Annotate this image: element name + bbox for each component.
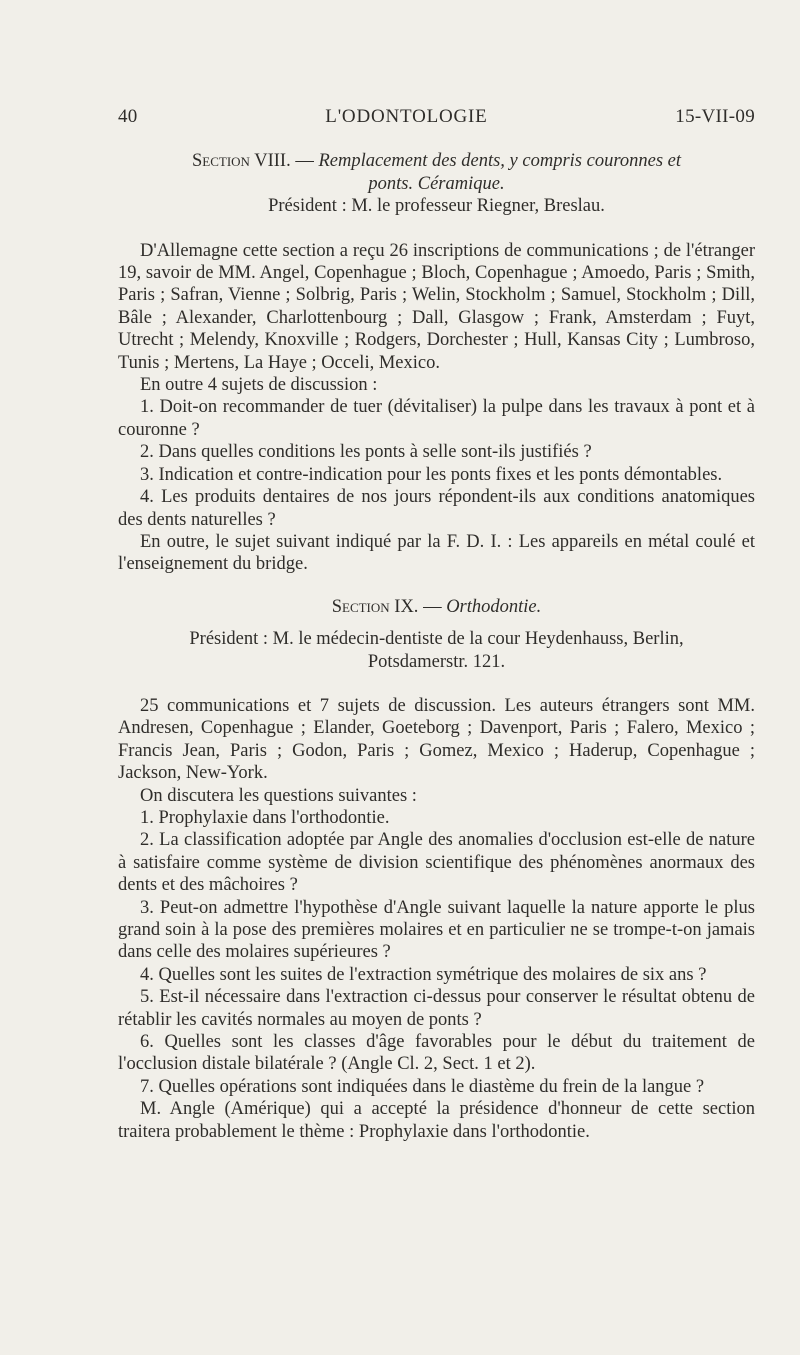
section9-president-line1: Président : M. le médecin-dentiste de la cour Heydenhauss, Berlin, <box>189 629 684 650</box>
section8-dash: — <box>290 151 319 172</box>
section8-subject-4: 4. Les produits dentaires de nos jours répondent-ils aux conditions anatomiques des dents naturelles ? <box>118 487 755 530</box>
section8-president: Président : M. le professeur Riegner, Breslau. <box>268 196 605 217</box>
issue-date: 15-VII-09 <box>675 106 755 127</box>
section9-closing: M. Angle (Amérique) qui a accepté la présidence d'honneur de cette section traitera probablement le thème : Prophylaxie dans l'orthodontie. <box>118 1099 755 1142</box>
section9-question-4: 4. Quelles sont les suites de l'extraction symétrique des molaires de six ans ? <box>140 964 707 985</box>
section9-question-7: 7. Quelles opérations sont indiquées dans le diastème du frein de la langue ? <box>140 1076 705 1097</box>
section9-questions-intro: On discutera les questions suivantes : <box>140 785 417 806</box>
section9-title: Orthodontie. <box>446 596 542 617</box>
section8-title-line1: Remplacement des dents, y compris couronnes et <box>318 151 681 172</box>
section9-president-line2: Potsdamerstr. 121. <box>367 651 506 672</box>
section8-subject-1: 1. Doit-on recommander de tuer (dévitaliser) la pulpe dans les travaux à pont et à couronne ? <box>118 397 755 440</box>
section8-subjects-intro: En outre 4 sujets de discussion : <box>140 375 378 396</box>
section8-fdi-subject: En outre, le sujet suivant indiqué par la F. D. I. : Les appareils en métal coulé et l'enseignement du bridge. <box>118 531 755 575</box>
section9-question-6: 6. Quelles sont les classes d'âge favorables pour le début du traitement de l'occlusion distale bilatérale ? (Angle Cl. 2, Sect. 1 et 2). <box>118 1032 755 1075</box>
section9-dash: — <box>418 596 447 617</box>
section8-subject-3: 3. Indication et contre-indication pour les ponts fixes et les ponts démontables. <box>140 464 723 485</box>
text-block <box>118 106 755 1143</box>
section8-label: Section VIII. <box>191 151 291 172</box>
section8-heading <box>118 150 755 195</box>
section8-intro: D'Allemagne cette section a reçu 26 inscriptions de communications ; de l'étranger 19, savoir de MM. Angel, Copenhague ; Bloch, Copenhague ; Amoedo, Paris ; Smith, Paris ; Safran, Vienne ; Solbrig, Paris ; Welin, Stockholm ; Samuel, Stockholm ; Dill, Bâle ; Alexander, Charlottenbourg ; Dall, Glasgow ; Frank, Amsterdam ; Fuyt, Utrecht ; Melendy, Knoxville ; Rodgers, Dorchester ; Hull, Kansas City ; Lumbroso, Tunis ; Mertens, La Haye ; Occeli, Mexico. <box>118 240 755 373</box>
section8-title-line2: ponts. Céramique. <box>368 173 505 194</box>
section9-label: Section IX. <box>331 596 419 617</box>
section9-question-2: 2. La classification adoptée par Angle des anomalies d'occlusion est-elle de nature à satisfaire comme système de division scientifique des phénomènes anormaux des dents et des mâchoires ? <box>118 830 755 896</box>
section9-question-1: 1. Prophylaxie dans l'orthodontie. <box>140 807 390 828</box>
journal-title: L'ODONTOLOGIE <box>325 106 488 127</box>
page-number: 40 <box>118 106 138 127</box>
section9-heading <box>118 596 755 618</box>
section8-subject-2: 2. Dans quelles conditions les ponts à selle sont-ils justifiés ? <box>140 442 592 463</box>
section9-question-3: 3. Peut-on admettre l'hypothèse d'Angle suivant laquelle la nature apporte le plus grand soin à la pose des premières molaires et en particulier ne se trompe-t-on jamais dans celle des molaires supérieures ? <box>118 897 755 963</box>
running-head <box>118 106 755 128</box>
section9-question-5: 5. Est-il nécessaire dans l'extraction ci-dessus pour conserver le résultat obtenu de rétablir les cavités normales au moyen de ponts ? <box>118 987 755 1030</box>
section9-president <box>118 628 755 673</box>
section9-intro: 25 communications et 7 sujets de discussion. Les auteurs étrangers sont MM. Andresen, Copenhague ; Elander, Goeteborg ; Davenport, Paris ; Falero, Mexico ; Francis Jean, Paris ; Godon, Paris ; Gomez, Mexico ; Haderup, Copenhague ; Jackson, New-York. <box>118 695 755 784</box>
